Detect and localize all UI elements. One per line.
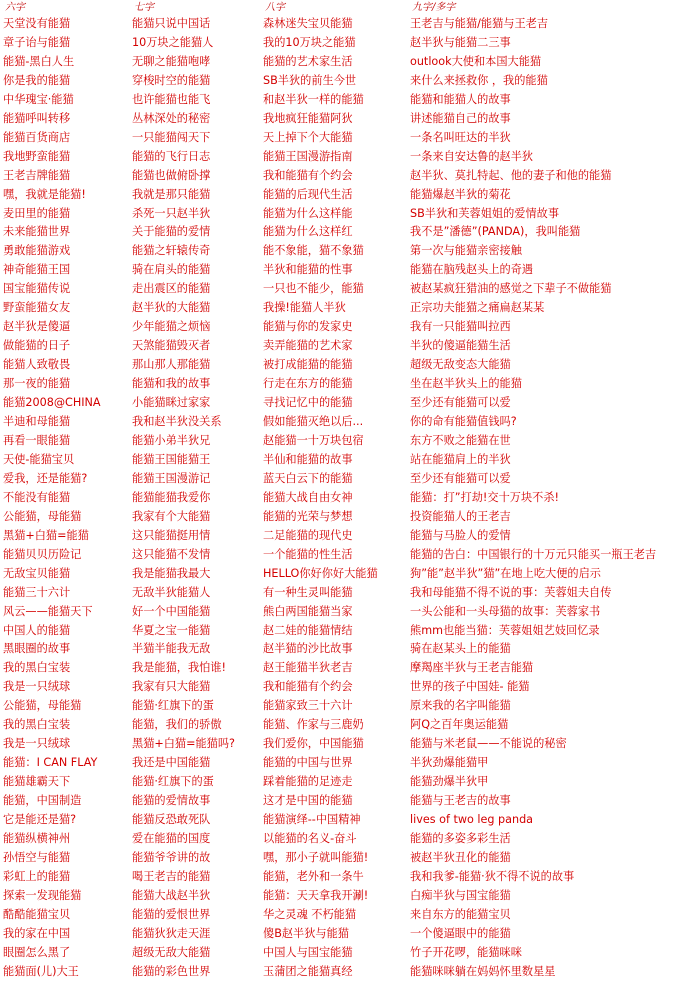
list-item: 章子诒与能猫 [3,35,71,49]
list-item: SB半狄的前生今世 [263,73,357,87]
list-item: 半仙和能猫的故事 [263,452,353,466]
list-item: 好一个中国能猫 [132,604,211,618]
list-item: 能猫呼叫转移 [3,111,71,125]
column-list [3,15,127,982]
list-item: 中国人的能猫 [3,623,71,637]
list-item: 探索一发现能猫 [3,888,82,902]
list-item: 能猫-黑白人生 [3,54,75,68]
list-item: 赵半狄与能猫二三事 [410,35,511,49]
list-item: 傻B赵半狄与能猫 [263,926,349,940]
list-item: 熊mm也能当猫：芙蓉姐姐艺妓回忆录 [410,623,600,637]
list-item: 能猫为什么这样能 [263,206,353,220]
list-item: 半狄劲爆能猫甲 [410,756,489,770]
list-item: 至少还有能猫可以爱 [410,471,511,485]
list-item: 天堂没有能猫 [3,17,71,30]
list-item: 我的10万块之能猫 [263,35,356,49]
list-item: 行走在东方的能猫 [263,377,353,391]
list-item: 半迪和母能猫 [3,415,71,429]
list-item: 天煞能猫毁灭者 [132,339,211,353]
list-item: 能猫纵横神州 [3,831,71,845]
list-item: 赵半狄是傻逼 [3,320,71,334]
list-item: 不能没有能猫 [3,490,71,504]
list-item: 一只能猫闯天下 [132,130,211,144]
list-item: 我家有只大能猫 [132,680,211,694]
list-item: 来自东方的能猫宝贝 [410,907,511,921]
list-item: 能猫爷爷讲的故 [132,850,211,864]
list-item: 丛林深处的秘密 [132,111,211,125]
list-item: 赵王能猫半狄老吉 [263,661,353,675]
list-item: 正宗功夫能猫之痛扁赵某某 [410,301,545,315]
list-item: 这只能猫挺用情 [132,528,211,542]
list-item: 公能猫，母能猫 [3,509,82,523]
list-item: 野蛮能猫女友 [3,301,71,315]
list-item: 我有一只能猫叫拉西 [410,320,511,334]
list-item: 站在能猫肩上的半狄 [410,452,511,466]
list-item: 天使-能猫宝贝 [3,452,75,466]
list-item: 能猫的中国与世界 [263,756,353,770]
list-item: 能猫的光荣与梦想 [263,509,353,523]
column-header: 六字 [5,2,25,13]
list-item: 假如能猫灭绝以后... [263,415,364,429]
list-item: 眼圈怎么黑了 [3,945,71,959]
list-item: 勇敢能猫游戏 [3,244,71,258]
list-item: lives of two leg panda [410,813,534,827]
list-item: 黑眼圈的故事 [3,642,71,656]
list-item: 能猫：打”打劫!交十万块不杀! [410,490,560,504]
column-nine-plus-char [410,0,686,982]
list-item: 能猫咪咪躺在妈妈怀里数星星 [410,964,556,978]
list-item: 半猫半能我无敌 [132,642,211,656]
column-header: 八字 [265,2,285,13]
list-item: 坐在赵半狄头上的能猫 [410,377,522,391]
list-item: 王老吉牌能猫 [3,168,71,182]
list-item: 被赵某疯狂猎油的感觉之下辈子不做能猫 [410,282,612,296]
list-item: 能猫2008@CHINA [3,396,101,410]
column-list [263,15,403,982]
list-item: 华之灵魂 不朽能猫 [263,907,357,921]
column-seven-char [132,0,258,982]
list-item: 也许能猫也能飞 [132,92,211,106]
list-item: 这才是中国的能猫 [263,794,353,808]
list-item: 投资能猫人的王老吉 [410,509,511,523]
list-item: 我是一只绒球 [3,737,71,751]
list-item: 半狄的傻逼能猫生活 [410,339,511,353]
list-item: outlook大使和本国大能猫 [410,54,542,68]
list-item: 嘿，我就是能猫! [3,187,86,201]
list-item: 能猫·红旗下的蛋 [132,699,214,713]
list-item: 白痴半狄与国宝能猫 [410,888,511,902]
list-item: 那一夜的能猫 [3,377,71,391]
list-item: 爱在能猫的国度 [132,831,211,845]
list-item: 一个能猫的性生活 [263,547,353,561]
list-item: 10万块之能猫人 [132,35,214,49]
list-item: 卖弄能猫的艺术家 [263,339,353,353]
list-item: 被打成能猫的能猫 [263,358,353,372]
list-item: 神奇能猫王国 [3,263,71,277]
column-header: 七字 [134,2,154,13]
list-item: 彩虹上的能猫 [3,869,71,883]
list-item: 关于能猫的爱情 [132,225,211,239]
list-item: 骑在赵某头上的能猫 [410,642,511,656]
list-item: 一只也不能少，能猫 [263,282,364,296]
list-item: 做能猫的日子 [3,339,71,353]
list-item: 一个傻逼眼中的能猫 [410,926,511,940]
list-item: 杀死一只赵半狄 [132,206,211,220]
list-item: 玉蒲团之能猫真经 [263,964,353,978]
list-item: 摩羯座半狄与王老吉能猫 [410,661,534,675]
list-item: 我是能猫，我怕谁! [132,661,226,675]
list-item: 我和能猫有个约会 [263,680,353,694]
list-item: 能猫雄霸天下 [3,775,71,789]
list-item: 能猫爆赵半狄的菊花 [410,187,511,201]
list-item: 能猫人致敬畏 [3,358,71,372]
column-six-char [3,0,127,982]
list-item: 被赵半狄丑化的能猫 [410,850,511,864]
list-item: 我们爱你，中国能猫 [263,737,364,751]
list-item: 小能猫眯过家家 [132,396,211,410]
list-item: 能猫贝贝历险记 [3,547,82,561]
list-item: 能猫大战自由女神 [263,490,353,504]
list-item: 有一种生灵叫能猫 [263,585,353,599]
list-item: 无聊之能猫咆哮 [132,54,211,68]
list-item: 我的黑白宝装 [3,718,71,732]
list-item: 我和我爹-能猫·狄不得不说的故事 [410,869,575,883]
list-item: 穿梭时空的能猫 [132,73,211,87]
list-item: 超级无敌变态大能猫 [410,358,511,372]
list-item: 能猫反恐敢死队 [132,813,211,827]
list-item: 能猫：I CAN FLAY [3,756,98,770]
list-item: 能猫：天天拿我开涮! [263,888,369,902]
list-item: 寻找记忆中的能猫 [263,396,353,410]
list-item: 我的家在中国 [3,926,71,940]
list-item: 能猫与米老鼠——不能说的秘密 [410,737,567,751]
column-header: 九字/多字 [412,2,456,13]
list-item: 能猫的爱恨世界 [132,907,211,921]
list-item: 能猫与马脸人的爱情 [410,528,511,542]
list-item: 能猫、作家与三鹿奶 [263,718,364,732]
list-item: 我和母能猫不得不说的事：芙蓉姐夫自传 [410,585,612,599]
list-item: 那山那人那能猫 [132,358,211,372]
list-item: 能猫狄狄走天涯 [132,926,211,940]
list-item: 嘿，那小子就叫能猫! [263,850,369,864]
list-item: 讲述能猫自己的故事 [410,111,511,125]
list-item: 我还是中国能猫 [132,756,211,770]
column-eight-char [263,0,403,982]
list-item: 能猫大战赵半狄 [132,888,211,902]
column-list [132,15,258,982]
list-item: 踩着能猫的足迹走 [263,775,353,789]
list-item: 黑猫+白猫=能猫吗? [132,737,235,751]
list-item: 你是我的能猫 [3,73,71,87]
list-item: 能猫能猫我爱你 [132,490,211,504]
list-item: 能猫之轩辕传奇 [132,244,211,258]
list-item: 赵半狄、莫扎特起、他的妻子和他的能猫 [410,168,612,182]
list-item: 能猫为什么这样红 [263,225,353,239]
list-item: 我不是”潘德”(PANDA)，我叫能猫 [410,225,581,239]
list-item: 能猫与你的发家史 [263,320,353,334]
list-item: 中华瑰宝·能猫 [3,92,74,106]
list-item: 赵半猫的沙比故事 [263,642,353,656]
list-item: 能猫的告白：中国银行的十万元只能买一瓶王老吉 [410,547,657,561]
list-item: 原来我的名字叫能猫 [410,699,511,713]
list-item: 一头公能和一头母猫的故事：芙蓉家书 [410,604,601,618]
list-item: 能猫，老外和一条牛 [263,869,364,883]
list-item: 一条名叫旺达的半狄 [410,130,511,144]
column-list [410,15,686,982]
list-item: 能猫三十六计 [3,585,71,599]
list-item: 蓝天白云下的能猫 [263,471,353,485]
list-item: 能猫的后现代生活 [263,187,353,201]
list-item: 能猫小弟半狄兄 [132,433,211,447]
list-item: 至少还有能猫可以爱 [410,396,511,410]
list-item: 我的黑白宝装 [3,661,71,675]
list-item: 赵能猫一十万块包宿 [263,433,364,447]
list-item: 未来能猫世界 [3,225,71,239]
list-item: 世界的孩子中国娃- 能猫 [410,680,530,694]
list-item: 能猫王国漫游指南 [263,149,353,163]
list-item: 黑猫+白猫=能猫 [3,528,89,542]
list-item: SB半狄和芙蓉姐姐的爱情故事 [410,206,560,220]
list-item: 我和赵半狄没关系 [132,415,222,429]
list-item: 森林迷失宝贝能猫 [263,17,353,30]
list-item: 我是能猫我最大 [132,566,211,580]
list-item: 能猫在脑残赵头上的奇遇 [410,263,534,277]
list-item: 和赵半狄一样的能猫 [263,92,364,106]
list-item: 中国人与国宝能猫 [263,945,353,959]
list-item: 再看一眼能猫 [3,433,71,447]
list-item: 能猫只说中国话 [132,17,211,30]
list-item: 能猫也做俯卧撑 [132,168,211,182]
list-item: 狗”能”赵半狄”猫”在地上吃大便的启示 [410,566,601,580]
list-item: 我地疯狂能猫阿狄 [263,111,353,125]
list-item: 我家有个大能猫 [132,509,211,523]
list-item: 无敌半狄能猫人 [132,585,211,599]
list-item: 骑在肩头的能猫 [132,263,211,277]
list-item: 能猫百货商店 [3,130,71,144]
list-item: 这只能猫不发情 [132,547,211,561]
list-item: 来什么来拯救你 ，我的能猫 [410,73,548,87]
list-item: 国宝能猫传说 [3,282,71,296]
list-item: 能猫面(儿)大王 [3,964,79,978]
list-item: 爱我，还是能猫? [3,471,88,485]
list-item: 王老吉与能猫/能猫与王老吉 [410,17,549,30]
list-item: 少年能猫之烦恼 [132,320,211,334]
list-item: 能猫劲爆半狄甲 [410,775,489,789]
list-item: 能猫演绎--中国精神 [263,813,361,827]
list-item: 风云——能猫天下 [3,604,93,618]
list-item: 我是一只绒球 [3,680,71,694]
list-item: 能猫和能猫人的故事 [410,92,511,106]
list-item: 熊白两国能猫当家 [263,604,353,618]
list-item: 以能猫的名义-奋斗 [263,831,357,845]
list-item: 华夏之宝一能猫 [132,623,211,637]
list-item: 能猫的彩色世界 [132,964,211,978]
list-item: 赵半狄的大能猫 [132,301,211,315]
list-item: 它是能还是猫? [3,813,77,827]
list-item: 阿Q之百年奥运能猫 [410,718,509,732]
list-item: 我操!能猫人半狄 [263,301,346,315]
list-item: 半狄和能猫的性事 [263,263,353,277]
list-item: 能猫的多姿多彩生活 [410,831,511,845]
list-item: 能猫王国能猫王 [132,452,211,466]
list-item: 能猫和我的故事 [132,377,211,391]
list-item: 酷酷能猫宝贝 [3,907,71,921]
list-item: 竹子开花啰，能猫咪咪 [410,945,522,959]
list-item: 能猫与王老吉的故事 [410,794,511,808]
list-item: HELLO你好你好大能猫 [263,566,378,580]
list-item: 能不象能，猫不象猫 [263,244,364,258]
list-item: 我地野蛮能猫 [3,149,71,163]
list-item: 孙悟空与能猫 [3,850,71,864]
list-item: 能猫，我们的骄傲 [132,718,222,732]
list-item: 无敌宝贝能猫 [3,566,71,580]
list-item: 超级无敌大能猫 [132,945,211,959]
list-item: 二足能猫的现代史 [263,528,353,542]
list-item: 一条来自安达鲁的赵半狄 [410,149,534,163]
list-item: 喝王老吉的能猫 [132,869,211,883]
list-item: 能猫的飞行日志 [132,149,211,163]
list-item: 能猫，中国制造 [3,794,82,808]
list-item: 走出震区的能猫 [132,282,211,296]
list-item: 能猫王国漫游记 [132,471,211,485]
list-item: 你的命有能猫值钱吗? [410,415,517,429]
list-item: 我和能猫有个约会 [263,168,353,182]
list-item: 天上掉下个大能猫 [263,130,353,144]
list-item: 麦田里的能猫 [3,206,71,220]
list-item: 能猫的艺术家生活 [263,54,353,68]
list-item: 能猫的爱情故事 [132,794,211,808]
list-item: 能猫家致三十六计 [263,699,353,713]
list-item: 第一次与能猫亲密接触 [410,244,522,258]
list-item: 我就是那只能猫 [132,187,211,201]
list-item: 公能猫，母能猫 [3,699,82,713]
list-item: 赵二娃的能猫情结 [263,623,353,637]
list-item: 东方不败之能猫在世 [410,433,511,447]
list-item: 能猫·红旗下的蛋 [132,775,214,789]
